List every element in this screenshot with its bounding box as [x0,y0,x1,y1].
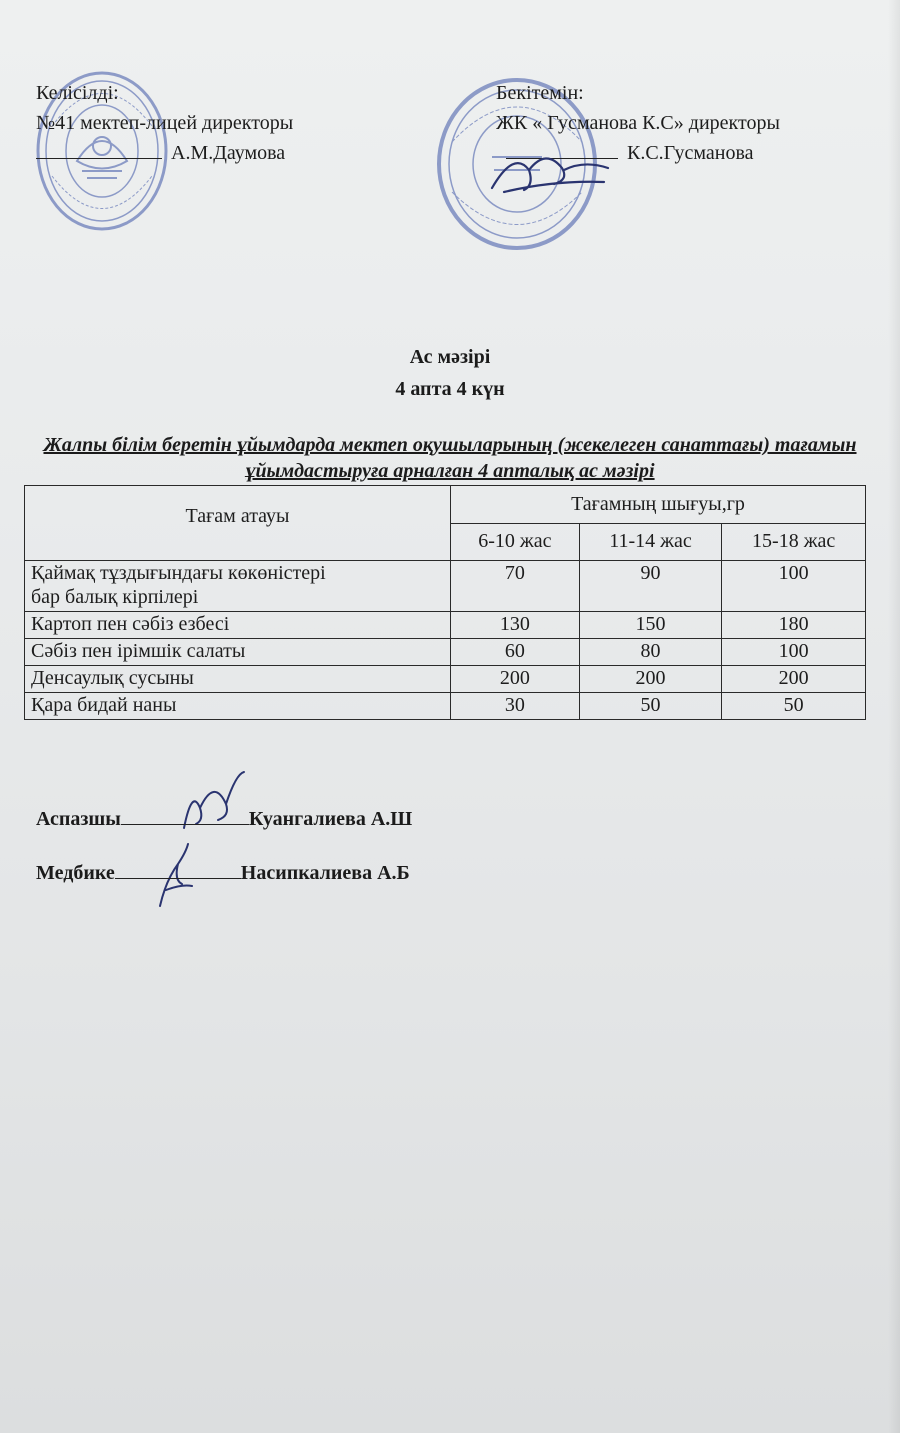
approval-block-agreed [36,78,416,168]
page-subtitle: 4 апта 4 күн [395,378,505,400]
column-header-age-6-10: 6-10 жас [451,523,580,561]
page-edge-shadow [888,0,900,1433]
approval-agreed-label: Келісілді: [36,82,119,104]
cook-label: Аспазшы [36,808,121,830]
approval-agreed-title: №41 мектеп-лицей директоры [36,112,294,134]
column-header-dish-name: Тағам атауы [25,486,451,561]
approval-approved-title: ЖК « Гусманова К.С» директоры [496,112,780,134]
yield-cell: 200 [451,666,580,693]
yield-cell: 80 [579,639,722,666]
dish-name-cell: Денсаулық сусыны [25,666,451,693]
yield-cell: 200 [722,666,866,693]
dish-name-line1: Қаймақ тұздығындағы көкөністері [31,562,326,584]
nurse-signature-line [115,860,241,879]
cook-name: Куангалиева А.Ш [248,808,413,830]
yield-cell: 150 [579,612,722,639]
yield-cell: 180 [722,612,866,639]
signature-line-approved [506,138,618,159]
approval-agreed-name: А.М.Даумова [171,142,286,164]
approval-approved-label: Бекітемін: [496,82,584,104]
yield-cell: 60 [451,639,580,666]
dish-name-line2: бар балық кірпілері [31,586,199,608]
menu-description: Жалпы білім беретін ұйымдарда мектеп оқушыларының (жекелеген санаттағы) тағамын ұйымдастыруға арналған 4 апталық ас мәзірі [43,434,857,482]
dish-name-cell: Картоп пен сәбіз езбесі [25,612,451,639]
page-title: Ас мәзірі [409,346,491,368]
nurse-name: Насипкалиева А.Б [240,862,410,884]
approval-approved-name: К.С.Гусманова [627,142,754,164]
yield-cell: 100 [722,561,866,612]
dish-name-cell: Қара бидай наны [25,693,451,720]
nurse-label: Медбике [36,862,115,884]
table-row [25,666,866,693]
approval-block-approved [496,78,876,168]
table-row [25,561,866,612]
table-row [25,693,866,720]
yield-cell: 70 [451,561,580,612]
nurse-signoff [36,860,410,885]
yield-cell: 50 [579,693,722,720]
column-header-yield: Тағамның шығуы,гр [451,486,866,524]
yield-cell: 200 [579,666,722,693]
cook-signoff [36,806,412,831]
yield-cell: 100 [722,639,866,666]
column-header-age-11-14: 11-14 жас [579,523,722,561]
cook-signature-line [121,806,249,825]
signature-line-agreed [36,138,162,159]
yield-cell: 30 [451,693,580,720]
menu-table [24,485,866,720]
yield-cell: 50 [722,693,866,720]
yield-cell: 130 [451,612,580,639]
dish-name-cell [25,561,451,612]
column-header-age-15-18: 15-18 жас [722,523,866,561]
dish-name-cell: Сәбіз пен ірімшік салаты [25,639,451,666]
table-row [25,612,866,639]
yield-cell: 90 [579,561,722,612]
table-row [25,639,866,666]
